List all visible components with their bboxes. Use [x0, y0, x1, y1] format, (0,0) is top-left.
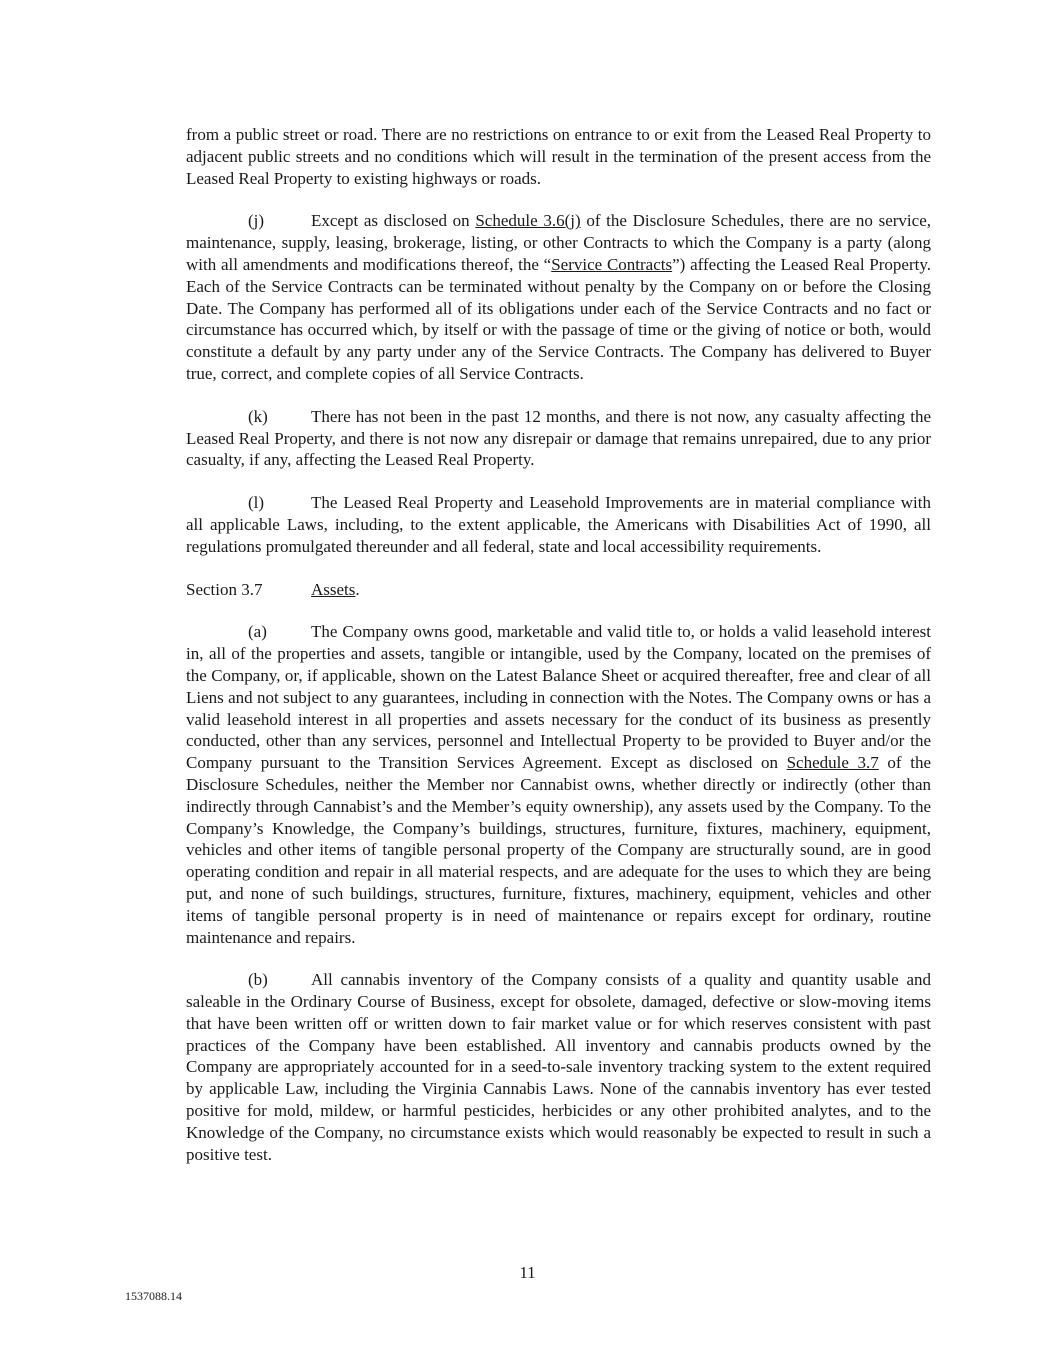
paragraph-label: (k) [248, 406, 268, 426]
paragraph-b: (b) All cannabis inventory of the Company consists of a quality and quantity usable and saleable in the Ordinary Course of Business, except for obsolete, damaged, defective or slow-moving items that have been written off or written down to fair market value or for which reserves consistent with past practices of the Company have been established. All inventory and cannabis products owned by the Company are appropriately accounted for in a seed-to-sale inventory tracking system to the extent required by applicable Law, including the Virginia Cannabis Laws. None of the cannabis inventory has ever tested positive for mold, mildew, or harmful pesticides, herbicides or any other prohibited analytes, and to the Knowledge of the Company, no circumstance exists which would reasonably be expected to result in such a positive test. [186, 970, 931, 1164]
section-heading: Section 3.7 Assets. [186, 579, 360, 599]
section-title: Assets [311, 579, 356, 599]
document-body [186, 124, 931, 1186]
paragraph-label: (b) [248, 970, 268, 990]
paragraph-a: (a) The Company owns good, marketable and valid title to, or holds a valid leasehold interest in, all of the properties and assets, tangible or intangible, used by the Company, located on the premises of the Company, or, if applicable, shown on the Latest Balance Sheet or acquired thereafter, free and clear of all Liens and not subject to any guarantees, including in connection with the Notes. The Company owns or has a valid leasehold interest in all properties and assets necessary for the conduct of its business as presently conducted, other than any services, personnel and Intellectual Property to be provided to Buyer and/or the Company pursuant to the Transition Services Agreement. Except as disclosed on Schedule 3.7 of the Disclosure Schedules, neither the Member nor Cannabist owns, whether directly or indirectly (other than indirectly through Cannabist’s and the Member’s equity ownership), any assets used by the Company. To the Company’s Knowledge, the Company’s buildings, structures, furniture, fixtures, machinery, equipment, vehicles and other items of tangible personal property of the Company are structurally sound, are in good operating condition and repair in all material respects, and are adequate for the uses to which they are being put, and none of such buildings, structures, furniture, fixtures, machinery, equipment, vehicles and other items of tangible personal property is in need of maintenance or repairs except for ordinary, routine maintenance and repairs. [186, 622, 931, 947]
page-number: 11 [519, 1263, 536, 1282]
schedule-reference: Schedule 3.7 [786, 753, 879, 773]
section-number: Section 3.7 [186, 579, 263, 599]
paragraph-l: (l) The Leased Real Property and Leasehold Improvements are in material compliance with all applicable Laws, including, to the extent applicable, the Americans with Disabilities Act of 1990, all regulations promulgated thereunder and all federal, state and local accessibility requirements. [186, 493, 931, 556]
defined-term: Service Contracts [551, 254, 673, 274]
paragraph-label: (a) [248, 622, 267, 642]
document-id: 1537088.14 [125, 1289, 182, 1303]
paragraph-label: (l) [248, 493, 265, 513]
paragraph-label: (j) [248, 211, 265, 231]
paragraph-k: (k) There has not been in the past 12 months, and there is not now, any casualty affecting the Leased Real Property, and there is not now any disrepair or damage that remains unrepaired, due to any prior casualty, if any, affecting the Leased Real Property. [186, 406, 931, 470]
schedule-reference: Schedule 3.6(j) [475, 211, 581, 231]
paragraph-intro: from a public street or road. There are no restrictions on entrance to or exit from the Leased Real Property to adjacent public streets and no conditions which will result in the termination of the present access from the Leased Real Property to existing highways or roads. [186, 125, 931, 188]
paragraph-j: (j) Except as disclosed on Schedule 3.6(j) of the Disclosure Schedules, there are no service, maintenance, supply, leasing, brokerage, listing, or other Contracts to which the Company is a party (along with all amendments and modifications thereof, the “Service Contracts”) affecting the Leased Real Property. Each of the Service Contracts can be terminated without penalty by the Company on or before the Closing Date. The Company has performed all of its obligations under each of the Service Contracts and no fact or circumstance has occurred which, by itself or with the passage of time or the giving of notice or both, would constitute a default by any party under any of the Service Contracts. The Company has delivered to Buyer true, correct, and complete copies of all Service Contracts. [186, 211, 931, 383]
